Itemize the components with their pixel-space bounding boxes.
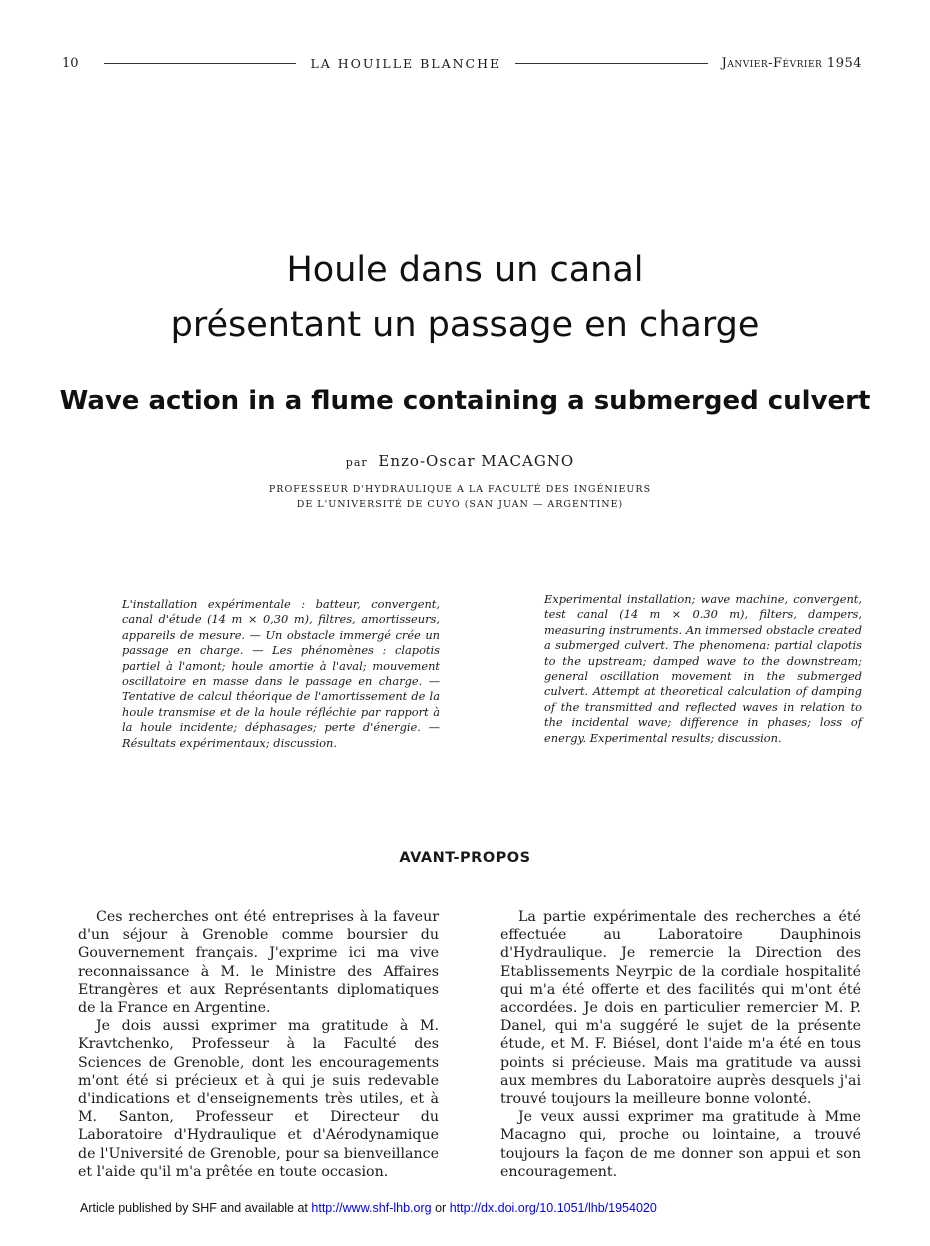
page-number: 10 (62, 55, 79, 71)
byline-prefix: par (345, 456, 368, 469)
abstract-french: L'installation expérimentale : batteur, convergent, canal d'étude (14 m × 0,30 m), filtres, amortisseurs, appareils de mesure. — Un obstacle immergé crée un passage en charge. — Les phénomènes : clapotis partiel à l'amont; houle amortie à l'aval; mouvement oscillatoire en masse dans le passage en charge. — Tentative de calcul théorique de l'amortissement de la houle transmise et de la houle réfléchie par rapport à la houle incidente; déphasages; perte d'énergie. — Résultats expérimentaux; discussion. (122, 597, 440, 750)
byline (0, 452, 920, 470)
header-rule-right (515, 63, 707, 64)
article-title-line2: présentant un passage en charge (170, 305, 760, 345)
issue-date: Janvier-Février 1954 (721, 55, 863, 71)
author-name: Enzo-Oscar MACAGNO (378, 452, 575, 470)
paragraph: Ces recherches ont été entreprises à la faveur d'un séjour à Grenoble comme boursier du Gouvernement français. J'exprime ici ma vive reconnaissance à M. le Ministre des Affaires Etrangères et aux Représentants diplomatiques de la France en Argentine. (78, 909, 439, 1017)
running-head (62, 52, 862, 74)
author-affiliation-line2: DE L'UNIVERSITÉ DE CUYO (SAN JUAN — ARGENTINE) (296, 499, 624, 510)
publication-footer (80, 1201, 657, 1215)
section-heading: AVANT-PROPOS (399, 850, 531, 866)
abstract-english: Experimental installation; wave machine, convergent, test canal (14 m × 0.30 m), filters, dampers, measuring instruments. An immersed obstacle created a submerged culvert. The phenomena: partial clapotis to the upstream; damped wave to the downstream; general oscillation movement in the submerged culvert. Attempt at theoretical calculation of damping of the transmitted and reflected waves in relation to the incidental wave; difference in phases; loss of energy. Experimental results; discussion. (544, 592, 862, 745)
paragraph: Je dois aussi exprimer ma gratitude à M. Kravtchenko, Professeur à la Faculté des Sciences de Grenoble, dont les encouragements m'ont été si précieux et à qui je suis redevable d'indications et d'enseignements très utiles, et à M. Santon, Professeur et Directeur du Laboratoire d'Hydraulique et d'Aérodynamique de l'Université de Grenoble, pour sa bienveillance et l'aide qu'il m'a prêtée en toute occasion. (78, 1018, 439, 1180)
author-affiliation-line1: PROFESSEUR D'HYDRAULIQUE A LA FACULTÉ DES INGÉNIEURS (268, 484, 652, 495)
shf-link[interactable]: http://www.shf-lhb.org (311, 1201, 432, 1215)
body-column-left (78, 908, 439, 1181)
body-column-right (500, 908, 861, 1181)
journal-name: LA HOUILLE BLANCHE (310, 55, 502, 71)
header-rule-left (104, 63, 296, 64)
english-title: Wave action in a flume containing a submerged culvert (59, 386, 871, 416)
footer-or: or (435, 1201, 447, 1215)
footer-text: Article published by SHF and available at (80, 1201, 308, 1215)
doi-link[interactable]: http://dx.doi.org/10.1051/lhb/1954020 (449, 1201, 657, 1215)
paragraph: Je veux aussi exprimer ma gratitude à Mme Macagno qui, proche ou lointaine, a trouvé toujours la façon de me donner son appui et son encouragement. (500, 1109, 861, 1180)
paragraph: La partie expérimentale des recherches a été effectuée au Laboratoire Dauphinois d'Hydraulique. Je remercie la Direction des Etablissements Neyrpic de la cordiale hospitalité qui m'a été offerte et des facilités qui m'ont été accordées. Je dois en particulier remercier M. P. Danel, qui m'a suggéré le sujet de la présente étude, et M. F. Biésel, dont l'aide m'a été en tous points si précieuse. Mais ma gratitude va aussi aux membres du Laboratoire auprès desquels j'ai trouvé toujours la meilleure bonne volonté. (500, 909, 861, 1108)
article-title-line1: Houle dans un canal (286, 250, 644, 290)
